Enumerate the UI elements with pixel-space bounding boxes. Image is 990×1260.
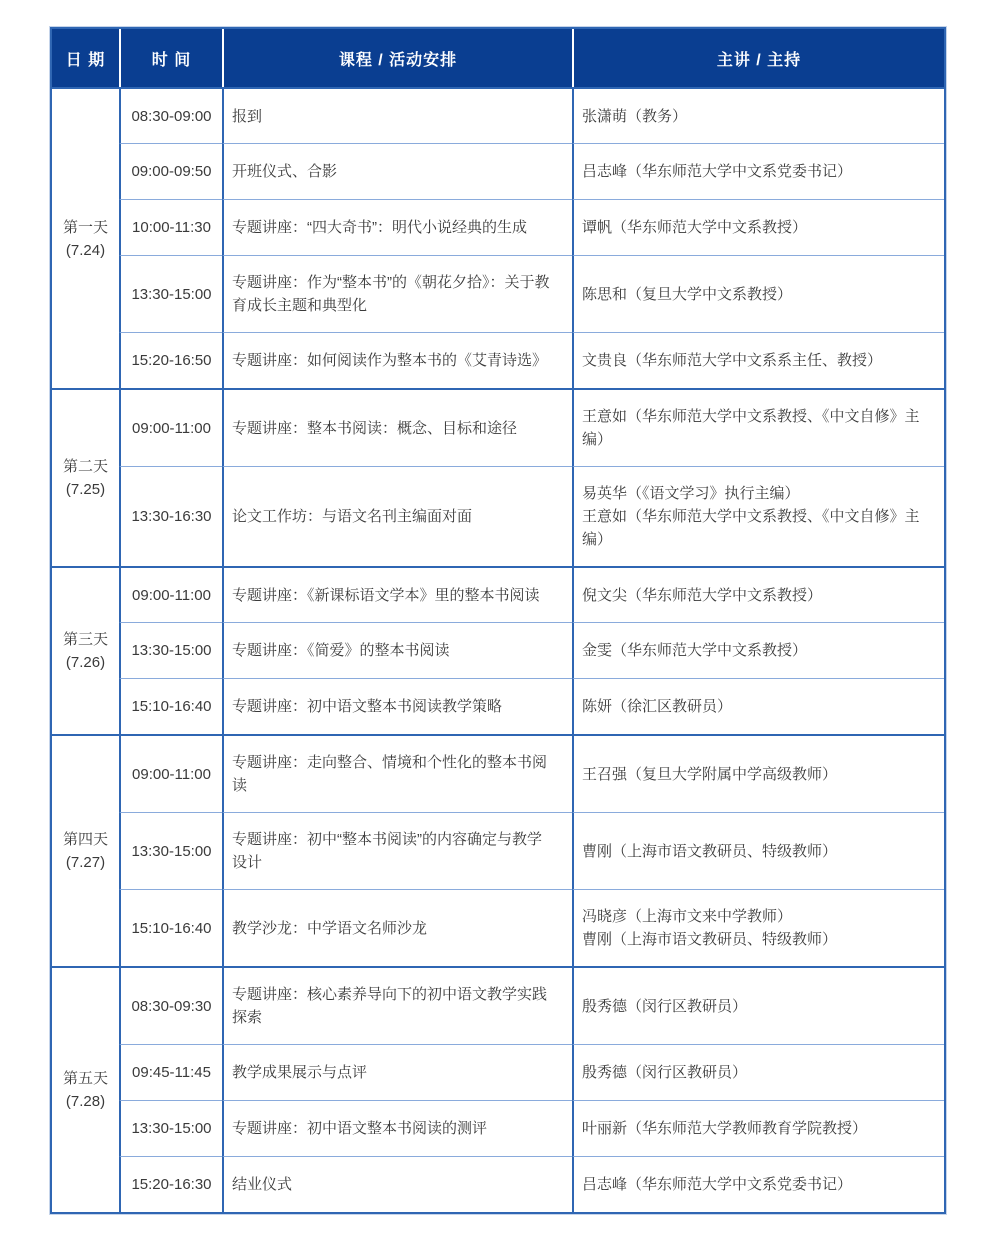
speaker-line: 王召强（复旦大学附属中学高级教师） xyxy=(582,765,838,783)
session-time: 09:00-11:00 xyxy=(119,566,222,622)
session-course: 专题讲座：初中“整本书阅读”的内容确定与教学设计 xyxy=(222,812,572,889)
speaker-line: 金雯（华东师范大学中文系教授） xyxy=(582,642,808,659)
session-speaker xyxy=(572,255,944,332)
schedule-row xyxy=(52,678,944,734)
session-time: 09:00-09:50 xyxy=(119,143,222,199)
schedule-table-wrapper xyxy=(50,27,946,1214)
session-course: 专题讲座：初中语文整本书阅读的测评 xyxy=(222,1100,572,1156)
session-speaker xyxy=(572,143,944,199)
speaker-line: 文贵良（华东师范大学中文系系主任、教授） xyxy=(582,352,883,369)
session-speaker xyxy=(572,812,944,889)
session-time: 13:30-16:30 xyxy=(119,466,222,566)
day-date: (7.27) xyxy=(65,854,106,871)
speaker-line: 曹刚（上海市语文教研员、特级教师） xyxy=(582,842,838,860)
session-time: 15:10-16:40 xyxy=(119,889,222,966)
day-label: 第四天 xyxy=(62,831,108,848)
schedule-row xyxy=(52,388,944,466)
schedule-row xyxy=(52,143,944,199)
day-label: 第一天 xyxy=(62,218,108,236)
session-speaker xyxy=(572,87,944,143)
schedule-body xyxy=(52,87,944,1212)
day-cell xyxy=(52,87,119,388)
session-speaker xyxy=(572,199,944,255)
schedule-row xyxy=(52,812,944,889)
session-time: 08:30-09:30 xyxy=(119,966,222,1044)
session-time: 09:00-11:00 xyxy=(119,388,222,466)
table-header xyxy=(52,29,944,87)
header-speaker: 主讲 / 主持 xyxy=(572,29,944,87)
day-date: (7.26) xyxy=(65,654,106,671)
header-course: 课程 / 活动安排 xyxy=(222,29,572,87)
speaker-line: 易英华（《语文学习》执行主编） xyxy=(582,485,800,502)
schedule-row xyxy=(52,466,944,566)
session-speaker xyxy=(572,566,944,622)
session-time: 08:30-09:00 xyxy=(119,87,222,143)
day-label: 第二天 xyxy=(62,458,108,475)
speaker-line: 殷秀德（闵行区教研员） xyxy=(582,997,748,1015)
speaker-line: 冯晓彦（上海市文来中学教师） xyxy=(582,908,793,925)
schedule-row xyxy=(52,1044,944,1100)
session-course: 报到 xyxy=(222,87,572,143)
day-label: 第五天 xyxy=(62,1070,108,1087)
speaker-line: 吕志峰（华东师范大学中文系党委书记） xyxy=(582,163,853,180)
session-time: 09:45-11:45 xyxy=(119,1044,222,1100)
speaker-line: 叶丽新（华东师范大学教师教育学院教授） xyxy=(582,1120,868,1137)
day-date: (7.25) xyxy=(65,481,106,498)
session-time: 13:30-15:00 xyxy=(119,812,222,889)
session-speaker xyxy=(572,966,944,1044)
header-time: 时 间 xyxy=(119,29,222,87)
session-speaker xyxy=(572,734,944,812)
day-cell xyxy=(52,388,119,566)
session-time: 15:10-16:40 xyxy=(119,678,222,734)
session-time: 13:30-15:00 xyxy=(119,1100,222,1156)
schedule-row xyxy=(52,966,944,1044)
speaker-line: 曹刚（上海市语文教研员、特级教师） xyxy=(582,931,838,948)
session-course: 专题讲座：整本书阅读：概念、目标和途径 xyxy=(222,388,572,466)
session-time: 13:30-15:00 xyxy=(119,255,222,332)
session-course: 专题讲座：走向整合、情境和个性化的整本书阅读 xyxy=(222,734,572,812)
schedule-row xyxy=(52,255,944,332)
speaker-line: 王意如（华东师范大学中文系教授、《中文自修》主编） xyxy=(582,508,920,548)
session-course: 开班仪式、合影 xyxy=(222,143,572,199)
schedule-row xyxy=(52,889,944,966)
session-time: 15:20-16:50 xyxy=(119,332,222,388)
speaker-line: 殷秀德（闵行区教研员） xyxy=(582,1064,748,1081)
session-course: 论文工作坊：与语文名刊主编面对面 xyxy=(222,466,572,566)
session-course: 专题讲座：作为“整本书”的《朝花夕拾》：关于教育成长主题和典型化 xyxy=(222,255,572,332)
session-speaker xyxy=(572,332,944,388)
schedule-row xyxy=(52,622,944,678)
session-speaker xyxy=(572,466,944,566)
speaker-line: 张潇萌（教务） xyxy=(582,107,688,125)
session-time: 15:20-16:30 xyxy=(119,1156,222,1212)
speaker-line: 王意如（华东师范大学中文系教授、《中文自修》主编） xyxy=(582,408,920,448)
schedule-row xyxy=(52,332,944,388)
schedule-row xyxy=(52,566,944,622)
schedule-row xyxy=(52,734,944,812)
speaker-line: 陈思和（复旦大学中文系教授） xyxy=(582,285,793,303)
session-speaker xyxy=(572,1156,944,1212)
session-speaker xyxy=(572,678,944,734)
session-course: 专题讲座：《简爱》的整本书阅读 xyxy=(222,622,572,678)
session-speaker xyxy=(572,1044,944,1100)
session-time: 09:00-11:00 xyxy=(119,734,222,812)
session-time: 10:00-11:30 xyxy=(119,199,222,255)
speaker-line: 谭帆（华东师范大学中文系教授） xyxy=(582,219,808,236)
session-course: 专题讲座：初中语文整本书阅读教学策略 xyxy=(222,678,572,734)
session-speaker xyxy=(572,1100,944,1156)
session-course: 教学成果展示与点评 xyxy=(222,1044,572,1100)
schedule-row xyxy=(52,1100,944,1156)
schedule-row xyxy=(52,87,944,143)
session-time: 13:30-15:00 xyxy=(119,622,222,678)
schedule-row xyxy=(52,1156,944,1212)
day-cell xyxy=(52,966,119,1212)
header-date: 日 期 xyxy=(52,29,119,87)
day-label: 第三天 xyxy=(62,631,108,648)
speaker-line: 倪文尖（华东师范大学中文系教授） xyxy=(582,586,823,604)
session-course: 结业仪式 xyxy=(222,1156,572,1212)
schedule-table xyxy=(50,27,946,1214)
session-course: 专题讲座：“四大奇书”：明代小说经典的生成 xyxy=(222,199,572,255)
day-date: (7.28) xyxy=(65,1093,106,1110)
schedule-row xyxy=(52,199,944,255)
day-cell xyxy=(52,734,119,966)
session-speaker xyxy=(572,889,944,966)
day-cell xyxy=(52,566,119,734)
speaker-line: 吕志峰（华东师范大学中文系党委书记） xyxy=(582,1176,853,1193)
session-course: 专题讲座：如何阅读作为整本书的《艾青诗选》 xyxy=(222,332,572,388)
session-course: 专题讲座：核心素养导向下的初中语文教学实践探索 xyxy=(222,966,572,1044)
day-date: (7.24) xyxy=(65,241,106,259)
session-course: 专题讲座：《新课标语文学本》里的整本书阅读 xyxy=(222,566,572,622)
session-speaker xyxy=(572,388,944,466)
header-row xyxy=(52,29,944,87)
speaker-line: 陈妍（徐汇区教研员） xyxy=(582,698,733,715)
session-speaker xyxy=(572,622,944,678)
session-course: 教学沙龙：中学语文名师沙龙 xyxy=(222,889,572,966)
